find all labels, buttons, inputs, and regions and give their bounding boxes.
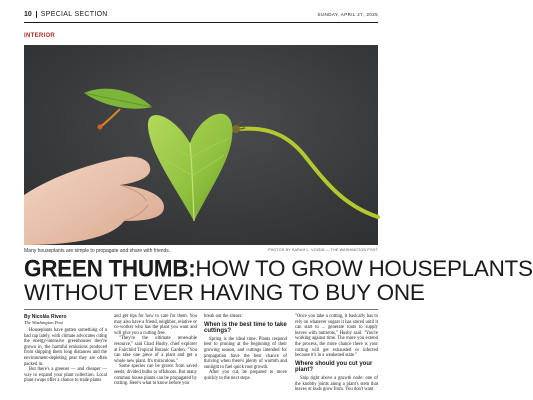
- byline-organization: The Washington Post: [24, 320, 63, 325]
- page-number: 10: [24, 10, 32, 18]
- headline: [24, 254, 533, 305]
- lead-photo: [24, 45, 378, 245]
- article-column-1: [24, 314, 107, 400]
- headline-line-1-rest: HOW TO GROW HOUSEPLANTS: [195, 256, 533, 281]
- plant-cutting-illustration: [24, 45, 378, 245]
- article-column-3: [204, 314, 287, 400]
- headline-rule: [24, 309, 378, 310]
- article-body: [24, 314, 378, 400]
- publication-date: SUNDAY, APRIL 27, 2025: [317, 11, 378, 17]
- paragraph: "Once you take a cutting, it basically has to rely on whatever sugars it has stored until it can start to ... generate roots to supply leaves with nutrients," Husby said. "You're working against time. The more you extend the process, the more chance there is your cutting will get exhausted or infected because it's in a weakened state.": [295, 314, 378, 359]
- article-column-4: [295, 314, 378, 400]
- photo-credit: PHOTOS BY SARAH L. VOISIN — THE WASHINGTON POST: [268, 248, 378, 252]
- paragraph: But there's a greener — and cheaper — way to expand your plant collection. Local plant swaps offer a chance to trade plants: [24, 367, 107, 384]
- headline-lead: GREEN THUMB:: [24, 254, 196, 282]
- paragraph: Some species can be grown from saved seeds, divided bulbs or offshoots. But many common house plants can be propagated by cutting. Here's what to know before you: [114, 364, 197, 387]
- paragraph: After you cut, be prepared to move quickly to the next steps.: [204, 370, 287, 381]
- paragraph: and get tips for how to care for them. You may also have a friend, neighbor, relative or co-worker who has the plant you want and will give you a cutting free.: [114, 314, 197, 336]
- subhead-best-time: When is the best time to take cuttings?: [204, 321, 287, 335]
- paragraph: break out the shears:: [204, 314, 243, 319]
- photo-caption: Many houseplants are simple to propagate and share with friends.: [24, 248, 171, 254]
- page-header: [24, 8, 378, 20]
- paragraph: "They're the ultimate renewable resource," said Chad Husby, chief explorer at Fairchild Tropical Botanic Garden. "You can take one piece of a plant and get a whole new plant. It's miraculous.": [114, 336, 197, 364]
- section-name: SPECIAL SECTION: [36, 11, 108, 18]
- headline-line-1: [24, 254, 533, 282]
- byline: By Nicolás Rivero: [24, 314, 67, 320]
- article-column-2: [114, 314, 197, 400]
- subhead-where-to-cut: Where should you cut your plant?: [295, 360, 373, 374]
- paragraph: Spring is the ideal time. Plants respond best to pruning at the beginning of their growing season, and cuttings intended for propagation have the best chance of thriving when there's plenty of warmth and sunlight to fuel quick root growth.: [204, 336, 287, 370]
- header-rule: [24, 22, 378, 23]
- paragraph: Houseplants have gotten something of a bad rap lately, with climate advocates citing the energy-intensive greenhouses they're grown in, the harmful emissions produced from shipping them long distances and the environment-depleting peat they are often packed in.: [24, 328, 107, 367]
- headline-line-2: WITHOUT EVER HAVING TO BUY ONE: [24, 279, 425, 305]
- paragraph: Snip right above a growth node: one of the knobby joints along a plant's stem that leaves or buds grow from. You don't want: [295, 375, 378, 393]
- section-kicker: INTERIOR: [24, 33, 56, 39]
